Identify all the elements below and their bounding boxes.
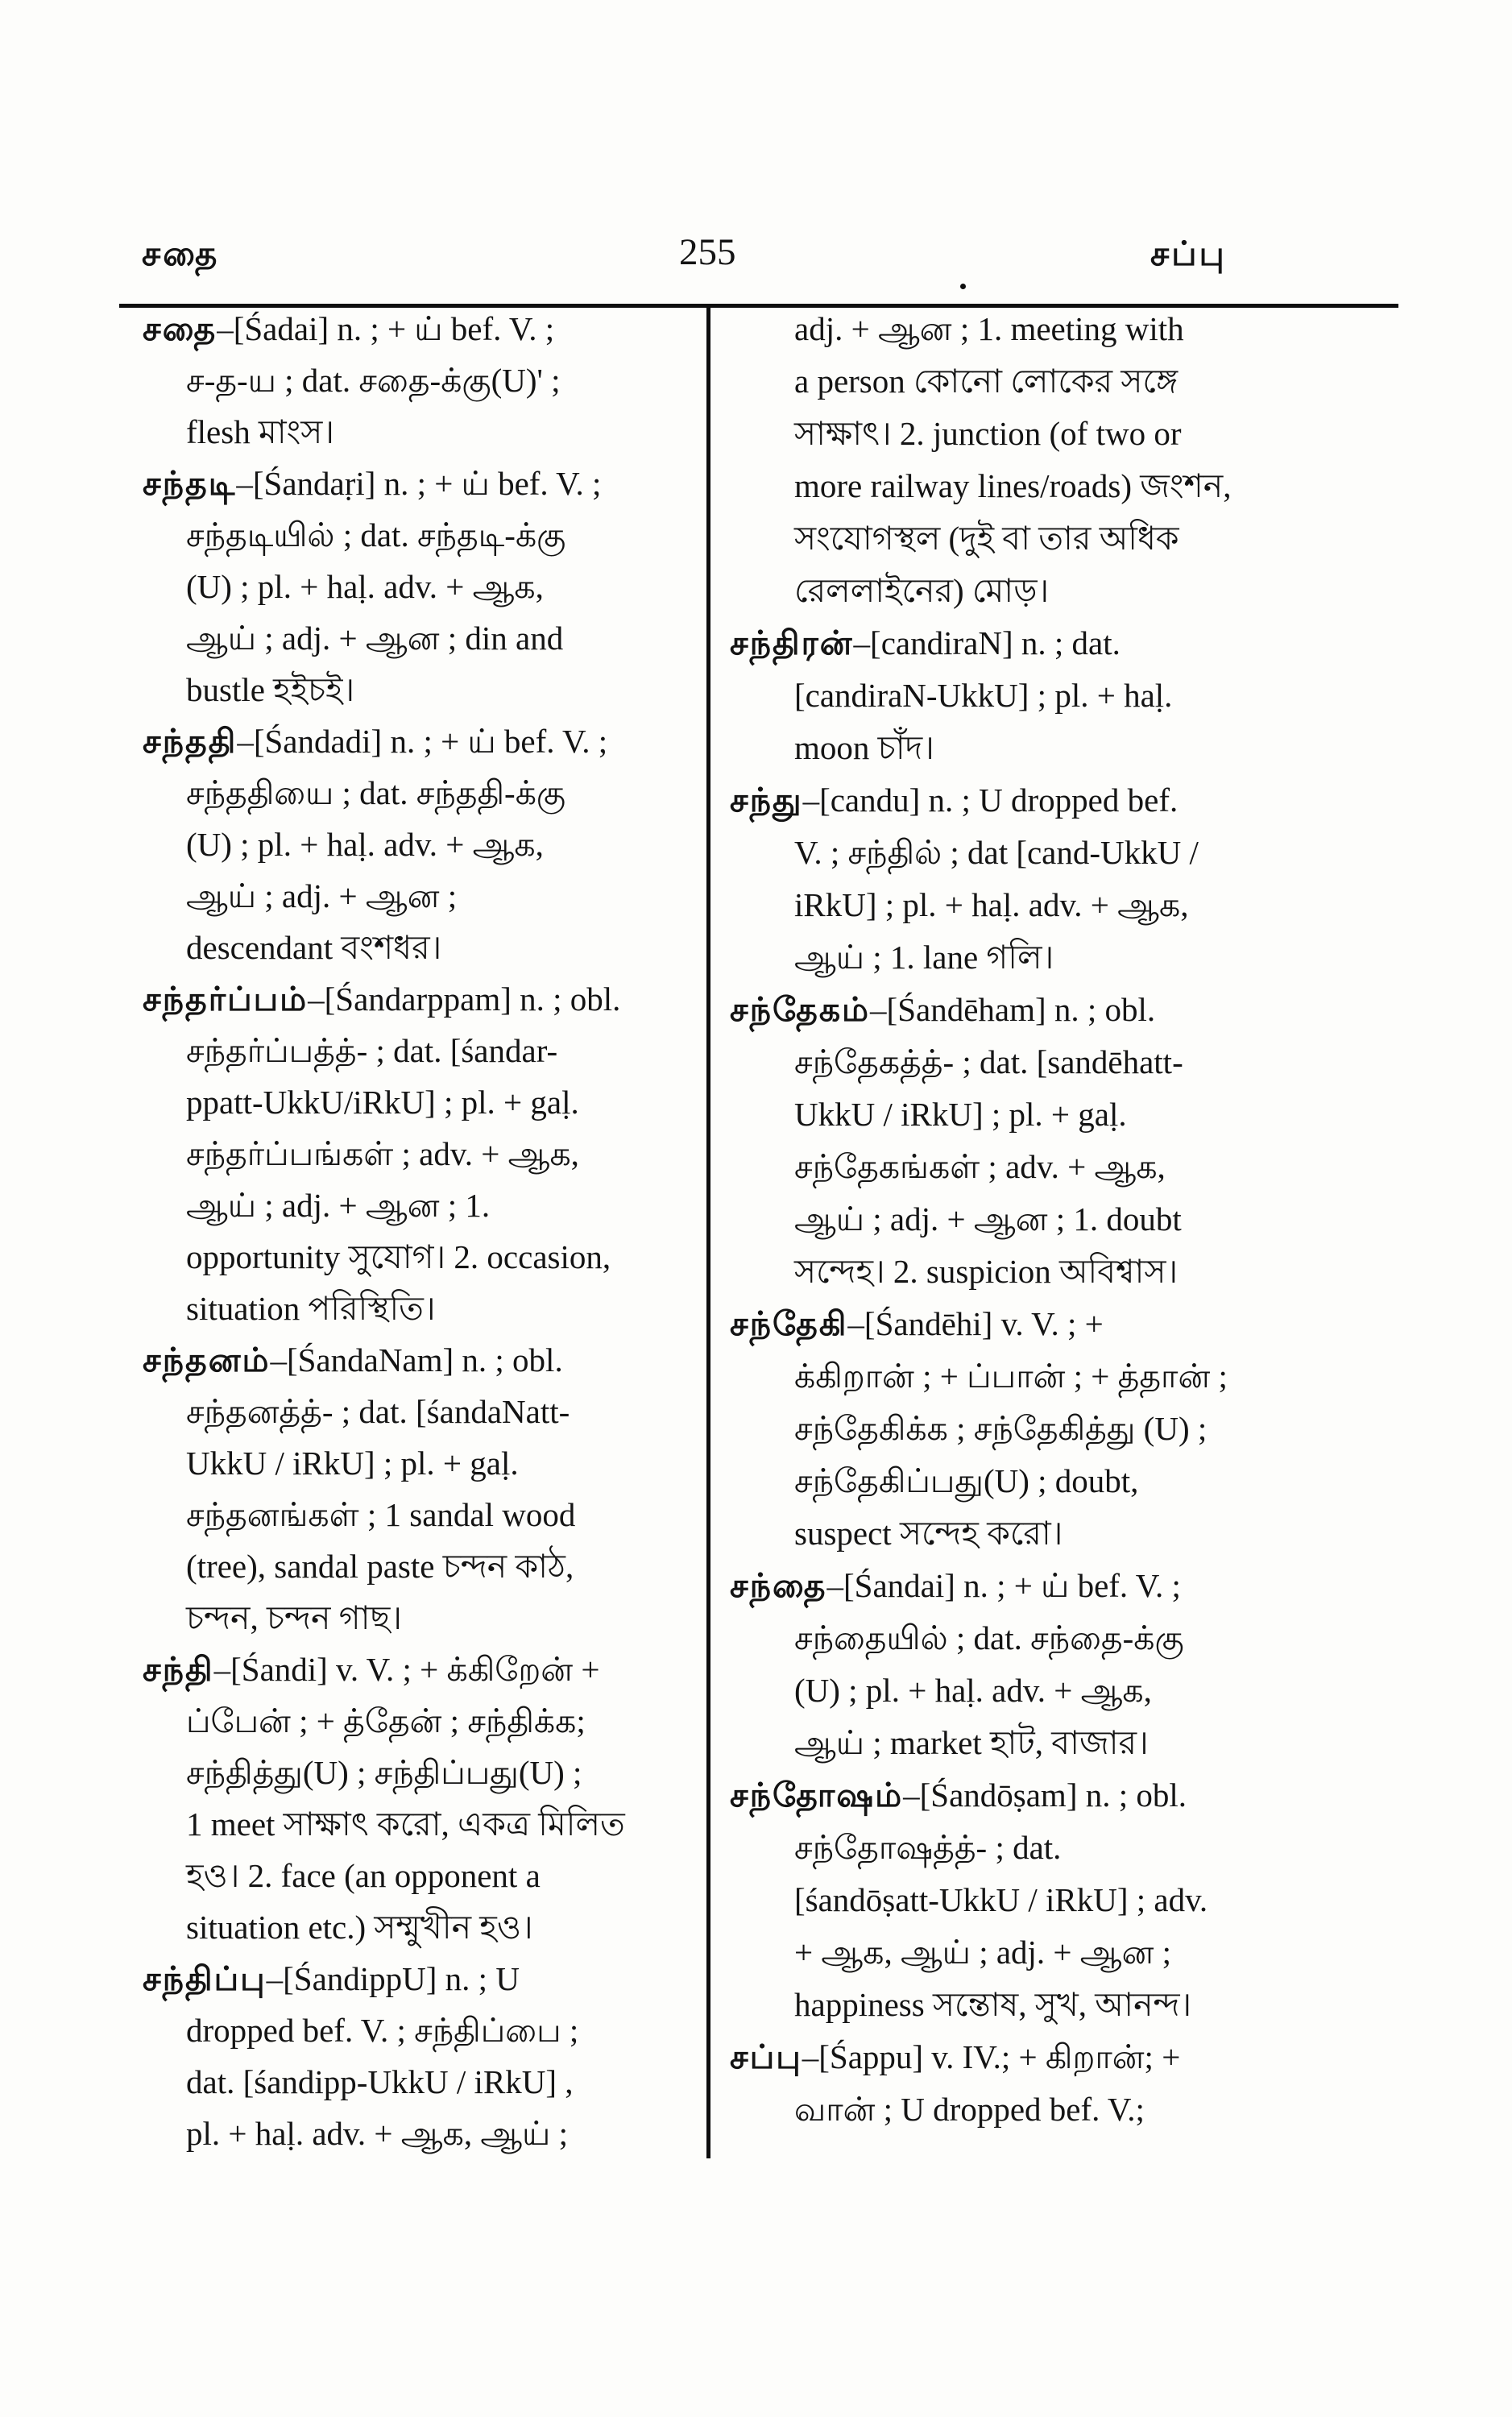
entry-text: –[Śandēham] n. ; obl. xyxy=(870,991,1156,1028)
dictionary-entry xyxy=(143,458,702,715)
entry-line: moon চাঁদ। xyxy=(794,729,934,766)
entry-line: ஆய் ; adj. + ஆன ; xyxy=(186,877,458,914)
running-head-right: சப்பு xyxy=(1150,236,1227,273)
column-divider-rule xyxy=(706,304,710,2158)
dictionary-entry xyxy=(730,774,1398,984)
headword: சந்திப்பு xyxy=(143,1960,267,1997)
entry-line: adj. + ஆன ; 1. meeting with xyxy=(794,310,1184,347)
dictionary-entry xyxy=(730,1560,1398,1769)
dictionary-entry xyxy=(730,1298,1398,1560)
entry-line: সংযোগস্থল (দুই বা তার অধিক xyxy=(794,520,1179,557)
entry-line: more railway lines/roads) জংশন, xyxy=(794,467,1232,504)
entry-line: (U) ; pl. + haḷ. adv. + ஆக, xyxy=(186,826,544,863)
entry-line: [candiraN-UkkU] ; pl. + haḷ. xyxy=(794,677,1173,714)
entry-line: ஆய் ; market হাট, বাজার। xyxy=(794,1724,1149,1761)
entry-line: ஆய் ; 1. lane গলি। xyxy=(794,939,1054,976)
entry-line: ச-த-ய ; dat. சதை-க்கு(U)' ; xyxy=(186,362,561,399)
entry-line: 1 meet সাক্ষাৎ করো, একত্র মিলিত xyxy=(186,1805,625,1843)
dictionary-entry xyxy=(730,303,1398,617)
entry-line: சந்தனத்த்- ; dat. [śandaNatt- xyxy=(186,1393,570,1430)
entry-line: pl. + haḷ. adv. + ஆக, ஆய் ; xyxy=(186,2115,568,2152)
entry-line: [śandōṣatt-UkkU / iRkU] ; adv. xyxy=(794,1881,1208,1918)
entry-line: UkkU / iRkU] ; pl. + gaḷ. xyxy=(186,1445,519,1482)
entry-line: সাক্ষাৎ। 2. junction (of two or xyxy=(794,415,1182,452)
entry-line xyxy=(730,984,1398,1036)
dictionary-entry xyxy=(143,973,702,1334)
entry-line: হও। 2. face (an opponent a xyxy=(186,1857,541,1894)
headword: சந்தேகம் xyxy=(730,991,871,1028)
entry-line: সন্দেহ। 2. suspicion অবিশ্বাস। xyxy=(794,1253,1179,1290)
headword: சந்தை xyxy=(730,1567,827,1604)
entry-line: রেললাইনের) মোড়। xyxy=(794,572,1050,609)
dictionary-entry xyxy=(143,303,702,458)
entry-text: –[Śadai] n. ; + ய் bef. V. ; xyxy=(217,310,555,347)
dictionary-entry xyxy=(730,984,1398,1298)
entry-line xyxy=(730,2031,1398,2083)
entry-line: flesh মাংস। xyxy=(186,413,334,450)
entry-line xyxy=(143,1953,702,2004)
headword: சந்தர்ப்பம் xyxy=(143,980,309,1018)
entry-line xyxy=(143,973,702,1025)
entry-line: சந்தேகிப்பது(U) ; doubt, xyxy=(794,1462,1139,1499)
entry-line: சந்தோஷத்த்- ; dat. xyxy=(794,1829,1062,1866)
entry-text: –[Śandai] n. ; + ய் bef. V. ; xyxy=(826,1567,1181,1604)
entry-line xyxy=(730,1769,1398,1822)
dictionary-entry xyxy=(143,1334,702,1644)
entry-line: iRkU] ; pl. + haḷ. adv. + ஆக, xyxy=(794,886,1189,923)
headword: சந்தோஷம் xyxy=(730,1776,904,1814)
entry-text: –[Śandaṛi] n. ; + ய் bef. V. ; xyxy=(236,465,602,502)
entry-line: চন্দন, চন্দন গাছ। xyxy=(186,1599,403,1636)
entry-line: சந்ததியை ; dat. சந்ததி-க்கு xyxy=(186,774,566,811)
entry-line: a person কোনো লোকের সঙ্গে xyxy=(794,363,1179,400)
running-head-left: சதை xyxy=(142,236,220,273)
headword: சந்தனம் xyxy=(143,1341,271,1378)
entry-text: –[Śandarppam] n. ; obl. xyxy=(308,980,621,1018)
entry-line: சந்தடியில் ; dat. சந்தடி-க்கு xyxy=(186,516,566,553)
entry-text: –[ŚandippU] n. ; U xyxy=(266,1960,520,1997)
entry-line: ppatt-UkkU/iRkU] ; pl. + gaḷ. xyxy=(186,1084,579,1121)
entry-line: dat. [śandipp-UkkU / iRkU] , xyxy=(186,2063,574,2100)
entry-line xyxy=(143,303,702,354)
entry-line xyxy=(143,1334,702,1386)
headword: சந்து xyxy=(730,781,803,819)
entry-text: –[Śandōṣam] n. ; obl. xyxy=(903,1776,1187,1814)
entry-line: situation etc.) সম্মুখীন হও। xyxy=(186,1909,533,1946)
entry-line: UkkU / iRkU] ; pl. + gaḷ. xyxy=(794,1096,1127,1133)
entry-line: suspect সন্দেহ করো। xyxy=(794,1515,1063,1552)
entry-text: –[Śandēhi] v. V. ; + xyxy=(847,1305,1104,1342)
entry-line: (tree), sandal paste চন্দন কাঠ, xyxy=(186,1548,574,1585)
entry-line: சந்தித்து(U) ; சந்திப்பது(U) ; xyxy=(186,1754,582,1791)
entry-line: வான் ; U dropped bef. V.; xyxy=(794,2091,1145,2128)
dictionary-entry xyxy=(730,2031,1398,2136)
entry-line: (U) ; pl. + haḷ. adv. + ஆக, xyxy=(186,568,544,605)
entry-line: சந்தையில் ; dat. சந்தை-க்கு xyxy=(794,1619,1184,1656)
entry-line: ஆய் ; adj. + ஆன ; din and xyxy=(186,620,564,657)
entry-line: happiness সন্তোষ, সুখ, আনন্দ। xyxy=(794,1986,1192,2023)
entry-line: ஆய் ; adj. + ஆன ; 1. xyxy=(186,1187,491,1224)
entry-line xyxy=(730,617,1398,670)
entry-line: + ஆக, ஆய் ; adj. + ஆன ; xyxy=(794,1934,1172,1971)
entry-line xyxy=(730,774,1398,827)
headword: சந்தி xyxy=(143,1651,214,1688)
headword: சந்தடி xyxy=(143,465,237,502)
entry-line xyxy=(143,1644,702,1695)
right-column xyxy=(730,303,1398,2136)
dictionary-entry xyxy=(143,715,702,973)
dictionary-entry xyxy=(730,1769,1398,2031)
entry-line xyxy=(143,458,702,509)
headword: சந்ததி xyxy=(143,723,238,760)
entry-text: –[candiraN] n. ; dat. xyxy=(853,624,1121,661)
entry-text: –[Śappu] v. IV.; + கிறான்; + xyxy=(802,2038,1181,2075)
headword: சந்திரன் xyxy=(730,624,854,661)
dictionary-entry xyxy=(143,1644,702,1953)
entry-line: க்கிறான் ; + ப்பான் ; + த்தான் ; xyxy=(794,1358,1228,1395)
page-number: 255 xyxy=(679,231,736,273)
headword: சதை xyxy=(143,310,217,347)
scan-speck xyxy=(960,284,966,289)
entry-line: situation পরিস্থিতি। xyxy=(186,1290,436,1327)
entry-line: சந்தர்ப்பத்த்- ; dat. [śandar- xyxy=(186,1032,558,1069)
entry-line: descendant বংশধর। xyxy=(186,929,442,966)
dictionary-entry xyxy=(143,1953,702,2159)
entry-line xyxy=(143,715,702,767)
entry-line xyxy=(730,1560,1398,1612)
entry-line: (U) ; pl. + haḷ. adv. + ஆக, xyxy=(794,1672,1152,1709)
headword: சப்பு xyxy=(730,2038,802,2075)
entry-text: –[Śandadi] n. ; + ய் bef. V. ; xyxy=(237,723,608,760)
entry-line: சந்தேகிக்க ; சந்தேகித்து (U) ; xyxy=(794,1410,1208,1447)
entry-text: –[Śandi] v. V. ; + க்கிறேன் + xyxy=(213,1651,600,1688)
entry-line: opportunity সুযোগ। 2. occasion, xyxy=(186,1238,611,1275)
entry-line: சந்தேகங்கள் ; adv. + ஆக, xyxy=(794,1148,1166,1185)
entry-line: சந்தேகத்த்- ; dat. [sandēhatt- xyxy=(794,1043,1183,1080)
entry-text: –[ŚandaNam] n. ; obl. xyxy=(270,1341,563,1378)
entry-line: சந்தனங்கள் ; 1 sandal wood xyxy=(186,1496,576,1533)
entry-line: dropped bef. V. ; சந்திப்பை ; xyxy=(186,2012,579,2049)
entry-line: bustle হইচই। xyxy=(186,671,355,708)
headword: சந்தேகி xyxy=(730,1305,848,1342)
left-column xyxy=(143,303,702,2159)
entry-line: ப்பேன் ; + த்தேன் ; சந்திக்க; xyxy=(186,1702,586,1739)
entry-text: –[candu] n. ; U dropped bef. xyxy=(802,781,1179,819)
entry-line xyxy=(730,1298,1398,1350)
dictionary-entry xyxy=(730,617,1398,774)
entry-line: ஆய் ; adj. + ஆன ; 1. doubt xyxy=(794,1200,1182,1238)
entry-line: V. ; சந்தில் ; dat [cand-UkkU / xyxy=(794,834,1199,871)
entry-line: சந்தர்ப்பங்கள் ; adv. + ஆக, xyxy=(186,1135,579,1172)
